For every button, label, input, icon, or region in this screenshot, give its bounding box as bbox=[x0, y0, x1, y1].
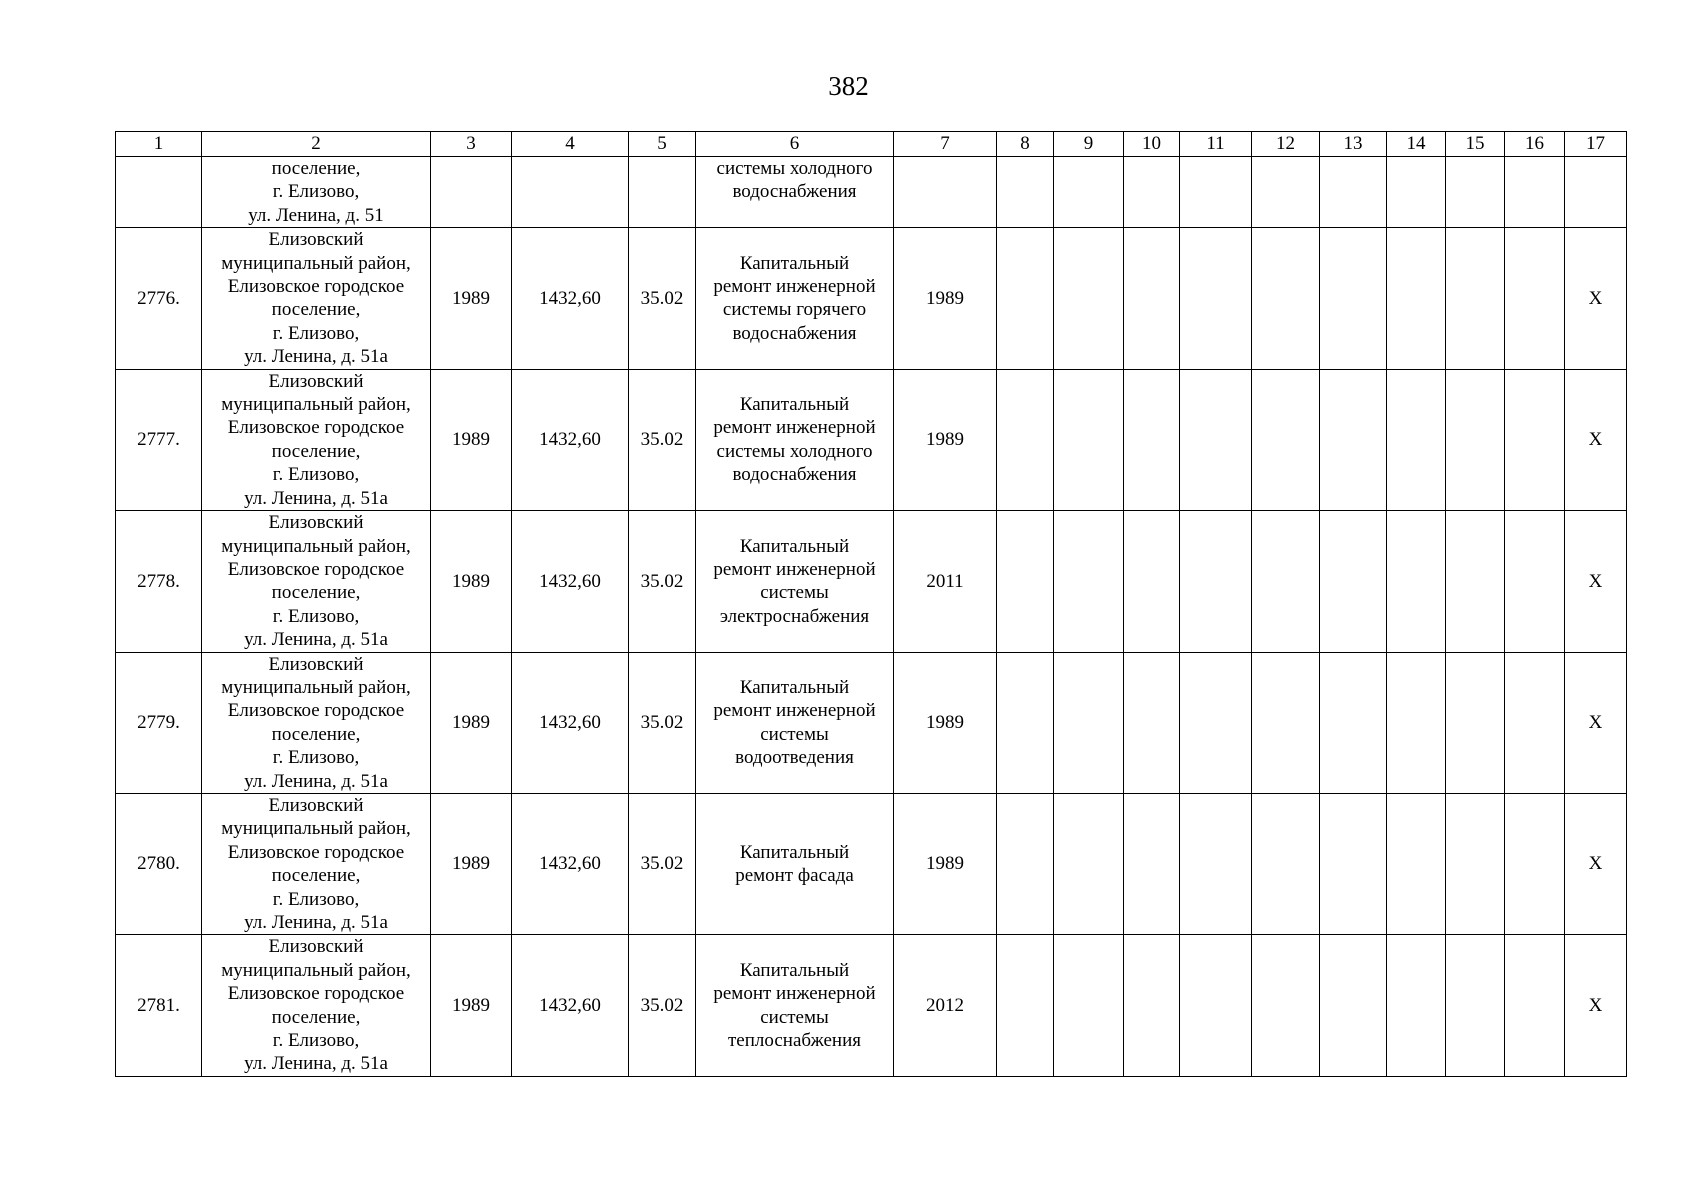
address-line: Елизовское городское bbox=[227, 983, 405, 1005]
address-line: муниципальный район, bbox=[221, 818, 411, 840]
work-line: электроснабжения bbox=[719, 605, 870, 627]
empty-cell bbox=[1054, 157, 1124, 228]
column-header: 15 bbox=[1446, 132, 1505, 157]
empty-cell bbox=[1505, 652, 1565, 793]
empty-cell bbox=[1054, 935, 1124, 1076]
wear-cell: 35.02 bbox=[629, 369, 696, 510]
empty-cell bbox=[1387, 511, 1446, 652]
address-line: г. Елизово, bbox=[272, 605, 360, 627]
column-header: 14 bbox=[1387, 132, 1446, 157]
wear-cell: 35.02 bbox=[629, 935, 696, 1076]
empty-cell bbox=[1387, 793, 1446, 934]
empty-cell bbox=[1505, 793, 1565, 934]
address-cell bbox=[202, 511, 431, 652]
empty-cell bbox=[1387, 157, 1446, 228]
address-line: г. Елизово, bbox=[272, 322, 360, 344]
wear-cell: 35.02 bbox=[629, 228, 696, 369]
work-line: ремонт фасада bbox=[735, 865, 854, 887]
empty-cell bbox=[1180, 511, 1252, 652]
repair-year-cell: 2011 bbox=[894, 511, 997, 652]
address-line: поселение, bbox=[271, 1006, 361, 1028]
area-cell: 1432,60 bbox=[512, 369, 629, 510]
empty-cell bbox=[997, 935, 1054, 1076]
address-line: поселение, bbox=[271, 582, 361, 604]
area-cell: 1432,60 bbox=[512, 652, 629, 793]
empty-cell bbox=[997, 652, 1054, 793]
empty-cell bbox=[1252, 793, 1320, 934]
work-line: Капитальный bbox=[739, 841, 850, 863]
work-type-cell bbox=[696, 935, 894, 1076]
empty-cell bbox=[629, 157, 696, 228]
work-line: Капитальный bbox=[739, 676, 850, 698]
empty-cell bbox=[512, 157, 629, 228]
work-line: Капитальный bbox=[739, 535, 850, 557]
column-header: 6 bbox=[696, 132, 894, 157]
address-line: ул. Ленина, д. 51а bbox=[244, 912, 388, 933]
work-line: системы горячего bbox=[722, 299, 867, 321]
address-line: поселение, bbox=[271, 865, 361, 887]
mark-cell: X bbox=[1565, 228, 1627, 369]
column-header: 5 bbox=[629, 132, 696, 157]
empty-cell bbox=[997, 157, 1054, 228]
address-cell bbox=[202, 228, 431, 369]
address-line: г. Елизово, bbox=[272, 464, 360, 486]
address-line: г. Елизово, bbox=[272, 747, 360, 769]
address-line: г. Елизово, bbox=[272, 181, 360, 203]
work-line: ремонт инженерной bbox=[713, 558, 876, 580]
empty-cell bbox=[1320, 369, 1387, 510]
empty-cell bbox=[1320, 652, 1387, 793]
address-line: Елизовский bbox=[268, 229, 364, 251]
repair-year-cell: 1989 bbox=[894, 228, 997, 369]
column-header: 4 bbox=[512, 132, 629, 157]
row-number-cell: 2778. bbox=[116, 511, 202, 652]
table-body bbox=[116, 132, 1627, 1077]
address-cell bbox=[202, 935, 431, 1076]
table-row bbox=[116, 369, 1627, 510]
empty-cell bbox=[1320, 793, 1387, 934]
empty-cell bbox=[1320, 511, 1387, 652]
work-type-cell bbox=[696, 511, 894, 652]
address-line: Елизовский bbox=[268, 370, 364, 392]
work-type-cell bbox=[696, 157, 894, 228]
address-line: Елизовский bbox=[268, 653, 364, 675]
address-line: муниципальный район, bbox=[221, 535, 411, 557]
empty-cell bbox=[1387, 935, 1446, 1076]
empty-cell bbox=[1124, 793, 1180, 934]
empty-cell bbox=[894, 157, 997, 228]
address-cell bbox=[202, 793, 431, 934]
empty-cell bbox=[1387, 228, 1446, 369]
address-line: Елизовское городское bbox=[227, 700, 405, 722]
empty-cell bbox=[1180, 935, 1252, 1076]
empty-cell bbox=[1124, 935, 1180, 1076]
address-line: г. Елизово, bbox=[272, 888, 360, 910]
work-line: Капитальный bbox=[739, 959, 850, 981]
mark-cell: X bbox=[1565, 511, 1627, 652]
address-line: ул. Ленина, д. 51а bbox=[244, 629, 388, 651]
column-header: 8 bbox=[997, 132, 1054, 157]
empty-cell bbox=[1446, 369, 1505, 510]
address-line: поселение, bbox=[271, 723, 361, 745]
empty-cell bbox=[1054, 511, 1124, 652]
area-cell: 1432,60 bbox=[512, 228, 629, 369]
column-header: 11 bbox=[1180, 132, 1252, 157]
area-cell: 1432,60 bbox=[512, 511, 629, 652]
empty-cell bbox=[1320, 228, 1387, 369]
row-number-cell: 2780. bbox=[116, 793, 202, 934]
column-header: 3 bbox=[431, 132, 512, 157]
empty-cell bbox=[1124, 652, 1180, 793]
address-line: поселение, bbox=[271, 299, 361, 321]
row-number-cell: 2779. bbox=[116, 652, 202, 793]
empty-cell bbox=[1180, 652, 1252, 793]
repair-year-cell: 2012 bbox=[894, 935, 997, 1076]
empty-cell bbox=[1252, 228, 1320, 369]
address-line: Елизовское городское bbox=[227, 841, 405, 863]
column-header: 17 bbox=[1565, 132, 1627, 157]
empty-cell bbox=[1180, 157, 1252, 228]
repair-year-cell: 1989 bbox=[894, 652, 997, 793]
empty-cell bbox=[1124, 369, 1180, 510]
empty-cell bbox=[1252, 935, 1320, 1076]
work-type-cell bbox=[696, 369, 894, 510]
address-line: муниципальный район, bbox=[221, 394, 411, 416]
address-line: ул. Ленина, д. 51а bbox=[244, 770, 388, 792]
empty-cell bbox=[997, 511, 1054, 652]
empty-cell bbox=[1180, 369, 1252, 510]
address-line: Елизовский bbox=[268, 936, 364, 958]
address-line: муниципальный район, bbox=[221, 252, 411, 274]
empty-cell bbox=[1180, 793, 1252, 934]
work-type-cell bbox=[696, 228, 894, 369]
empty-cell bbox=[1505, 157, 1565, 228]
row-number-cell: 2777. bbox=[116, 369, 202, 510]
empty-cell bbox=[1054, 652, 1124, 793]
registry-table bbox=[115, 131, 1627, 1077]
address-line: Елизовское городское bbox=[227, 276, 405, 298]
number-cell bbox=[116, 157, 202, 228]
address-line: ул. Ленина, д. 51а bbox=[244, 1053, 388, 1075]
wear-cell: 35.02 bbox=[629, 652, 696, 793]
address-line: муниципальный район, bbox=[221, 676, 411, 698]
year-built-cell: 1989 bbox=[431, 369, 512, 510]
empty-cell bbox=[1320, 157, 1387, 228]
empty-cell bbox=[1505, 935, 1565, 1076]
empty-cell bbox=[1252, 369, 1320, 510]
table-row bbox=[116, 228, 1627, 369]
work-line: водоснабжения bbox=[732, 464, 857, 486]
empty-cell bbox=[431, 157, 512, 228]
column-header: 1 bbox=[116, 132, 202, 157]
empty-cell bbox=[1320, 935, 1387, 1076]
column-header: 2 bbox=[202, 132, 431, 157]
address-line: муниципальный район, bbox=[221, 959, 411, 981]
empty-cell bbox=[1446, 511, 1505, 652]
work-line: теплоснабжения bbox=[728, 1030, 861, 1052]
work-line: ремонт инженерной bbox=[713, 417, 876, 439]
empty-cell bbox=[1252, 157, 1320, 228]
empty-cell bbox=[1446, 157, 1505, 228]
address-cell bbox=[202, 652, 431, 793]
work-line: Капитальный bbox=[739, 252, 850, 274]
work-line: системы холодного bbox=[716, 440, 873, 462]
work-line: водоснабжения bbox=[732, 181, 857, 203]
continuation-row bbox=[116, 157, 1627, 228]
empty-cell bbox=[1565, 157, 1627, 228]
work-line: водоотведения bbox=[735, 747, 854, 769]
work-line: системы холодного bbox=[716, 158, 873, 179]
year-built-cell: 1989 bbox=[431, 935, 512, 1076]
empty-cell bbox=[1124, 228, 1180, 369]
empty-cell bbox=[1252, 511, 1320, 652]
work-line: системы bbox=[760, 723, 829, 745]
address-line: г. Елизово, bbox=[272, 1030, 360, 1052]
address-line: поселение, bbox=[271, 440, 361, 462]
work-line: ремонт инженерной bbox=[713, 276, 876, 298]
wear-cell: 35.02 bbox=[629, 793, 696, 934]
address-line: ул. Ленина, д. 51 bbox=[248, 204, 384, 226]
address-line: Елизовское городское bbox=[227, 558, 405, 580]
table-row bbox=[116, 511, 1627, 652]
address-line: Елизовский bbox=[268, 794, 364, 816]
empty-cell bbox=[1054, 369, 1124, 510]
empty-cell bbox=[1446, 228, 1505, 369]
address-cell bbox=[202, 157, 431, 228]
work-line: водоснабжения bbox=[732, 322, 857, 344]
column-header: 10 bbox=[1124, 132, 1180, 157]
address-cell bbox=[202, 369, 431, 510]
empty-cell bbox=[997, 369, 1054, 510]
area-cell: 1432,60 bbox=[512, 793, 629, 934]
address-line: ул. Ленина, д. 51а bbox=[244, 487, 388, 509]
year-built-cell: 1989 bbox=[431, 652, 512, 793]
work-type-cell bbox=[696, 793, 894, 934]
empty-cell bbox=[1124, 157, 1180, 228]
work-line: Капитальный bbox=[739, 394, 850, 416]
mark-cell: X bbox=[1565, 935, 1627, 1076]
area-cell: 1432,60 bbox=[512, 935, 629, 1076]
table-row bbox=[116, 652, 1627, 793]
empty-cell bbox=[997, 793, 1054, 934]
work-line: системы bbox=[760, 582, 829, 604]
table-row bbox=[116, 793, 1627, 934]
empty-cell bbox=[1446, 793, 1505, 934]
address-line: Елизовский bbox=[268, 512, 364, 534]
column-number-row bbox=[116, 132, 1627, 157]
column-header: 12 bbox=[1252, 132, 1320, 157]
work-line: ремонт инженерной bbox=[713, 983, 876, 1005]
empty-cell bbox=[1446, 935, 1505, 1076]
column-header: 16 bbox=[1505, 132, 1565, 157]
empty-cell bbox=[1124, 511, 1180, 652]
page-number: 382 bbox=[828, 71, 869, 101]
repair-year-cell: 1989 bbox=[894, 793, 997, 934]
empty-cell bbox=[1387, 369, 1446, 510]
empty-cell bbox=[1505, 369, 1565, 510]
empty-cell bbox=[1446, 652, 1505, 793]
address-line: Елизовское городское bbox=[227, 417, 405, 439]
address-line: ул. Ленина, д. 51а bbox=[244, 346, 388, 368]
row-number-cell: 2776. bbox=[116, 228, 202, 369]
empty-cell bbox=[1180, 228, 1252, 369]
empty-cell bbox=[997, 228, 1054, 369]
empty-cell bbox=[1252, 652, 1320, 793]
empty-cell bbox=[1054, 793, 1124, 934]
year-built-cell: 1989 bbox=[431, 511, 512, 652]
mark-cell: X bbox=[1565, 652, 1627, 793]
work-line: ремонт инженерной bbox=[713, 700, 876, 722]
table-row bbox=[116, 935, 1627, 1076]
empty-cell bbox=[1387, 652, 1446, 793]
address-line: поселение, bbox=[271, 158, 361, 179]
column-header: 13 bbox=[1320, 132, 1387, 157]
mark-cell: X bbox=[1565, 793, 1627, 934]
work-line: системы bbox=[760, 1006, 829, 1028]
empty-cell bbox=[1505, 511, 1565, 652]
empty-cell bbox=[1054, 228, 1124, 369]
column-header: 7 bbox=[894, 132, 997, 157]
mark-cell: X bbox=[1565, 369, 1627, 510]
work-type-cell bbox=[696, 652, 894, 793]
row-number-cell: 2781. bbox=[116, 935, 202, 1076]
year-built-cell: 1989 bbox=[431, 793, 512, 934]
empty-cell bbox=[1505, 228, 1565, 369]
wear-cell: 35.02 bbox=[629, 511, 696, 652]
year-built-cell: 1989 bbox=[431, 228, 512, 369]
column-header: 9 bbox=[1054, 132, 1124, 157]
repair-year-cell: 1989 bbox=[894, 369, 997, 510]
